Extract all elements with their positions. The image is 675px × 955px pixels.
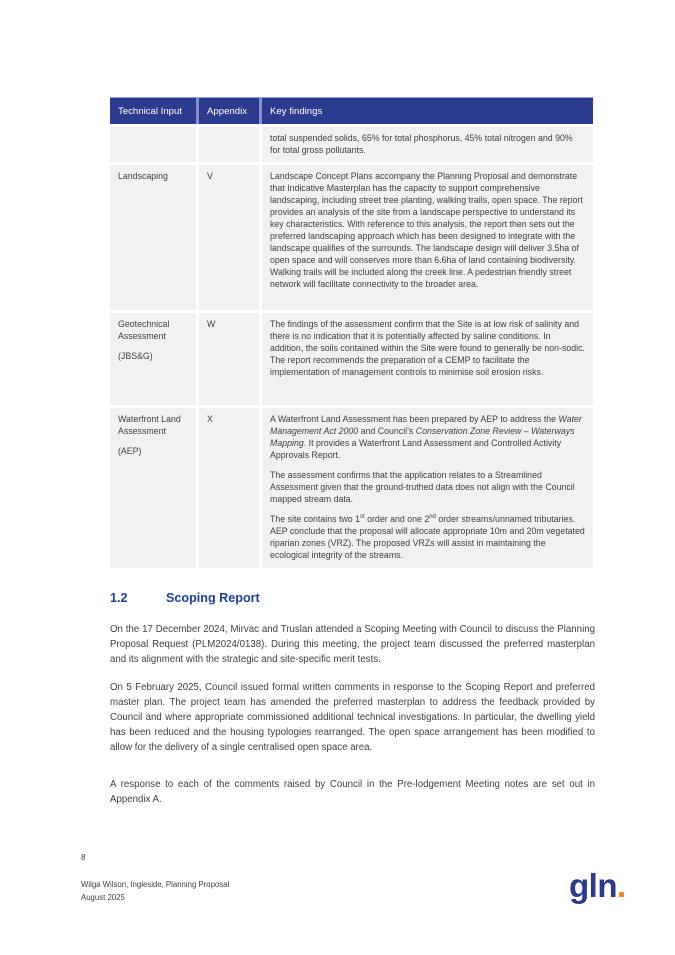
body-paragraph: On the 17 December 2024, Mirvac and Truslan attended a Scoping Meeting with Council to discuss the Planning Proposal Request (PLM2024/0138). During this meeting, the project team discussed the preferred masterplan and its alignment with the strategic and site-specific merit tests. (110, 624, 595, 665)
document-page-content (110, 97, 595, 807)
page-footer (81, 879, 229, 904)
appendix-cell (199, 127, 259, 162)
finding-text: The findings of the assessment confirm that the Site is at low risk of salinity and there is no indication that it is potentially affected by saline conditions. In addition, the soils contained within the Site were found to generally be non-sodic. The report recommends the preparation of a CEMP to facilitate the implementation of management controls to minimise soil erosion risks. (270, 319, 585, 377)
column-header-technical-input: Technical Input (110, 98, 196, 124)
key-findings-cell (262, 313, 593, 405)
body-paragraph: On 5 February 2025, Council issued formal written comments in response to the Scoping Report and preferred master plan. The project team has amended the preferred masterplan to address the feedback provided by Council and where appropriate commissioned additional technical investigations. In particular, the dwelling yield has been reduced and the housing typologies rearranged. The open space arrangement has been modified to allow for the delivery of a single centralised open space area. (110, 682, 595, 753)
technical-input-cell (110, 313, 196, 405)
finding-segment: . It provides a Waterfront Land Assessment and Controlled Activity Approvals Report. (270, 438, 562, 460)
finding-text: total suspended solids, 65% for total phosphorus, 45% total nitrogen and 90% for total gross pollutants. (270, 133, 573, 155)
column-header-appendix: Appendix (199, 98, 259, 124)
finding-segment: order streams/unnamed tributaries. AEP conclude that the proposal will allocate appropriate 10m and 20m vegetated riparian zones (VRZ). The proposed VRZs will assist in maintaining the ecological integrity of the streams. (270, 514, 585, 560)
technical-input-org: (AEP) (118, 446, 142, 456)
technical-input-cell (110, 127, 196, 162)
technical-input-cell (110, 165, 196, 310)
footer-date: August 2025 (81, 892, 125, 902)
finding-text: The assessment confirms that the application relates to a Streamlined Assessment given that the ground-truthed data does not align with the Council mapped stream data. (270, 470, 575, 504)
table-row-geotechnical (110, 313, 593, 405)
finding-text: Landscape Concept Plans accompany the Planning Proposal and demonstrate that Indicative Masterplan has the capacity to support comprehensive landscaping, including street tree planting, walking trails, open space. The report provides an analysis of the site from a landscape perspective to understand its key characteristics. With reference to this analysis, the report then sets out the preferred landscaping approach which has been designed to integrate with the landscape qualifies of the surrounds. The landscape design will deliver 3.5ha of open space and will conserves more than 6.6ha of land containing biodiversity. Walking trails will be included along the creek line. A pedestrian friendly street network will facilitate connectivity to the broader area. (270, 171, 583, 289)
technical-input-cell (110, 408, 196, 568)
table-header-row (110, 97, 593, 124)
footer-doc-title: Wilga Wilson, Ingleside, Planning Proposal (81, 880, 230, 889)
body-paragraph: A response to each of the comments raised by Council in the Pre-lodgement Meeting notes are set out in Appendix A. (110, 779, 595, 805)
cited-document-title: Water Management Act 2000 (270, 414, 582, 436)
gln-logo (569, 863, 626, 909)
finding-text (270, 413, 585, 461)
technical-input-org: (JBS&G) (118, 351, 153, 361)
ordinal-superscript: st (359, 514, 365, 521)
appendix-cell: X (199, 408, 259, 568)
section-title: Scoping Report (166, 591, 260, 605)
technical-input-label: Landscaping (118, 171, 168, 181)
cited-document-title: Conservation Zone Review – Waterways Mapping (270, 426, 575, 448)
technical-input-label: Geotechnical Assessment (118, 319, 170, 341)
section-heading (110, 590, 595, 606)
column-header-key-findings: Key findings (262, 98, 593, 124)
key-findings-cell (262, 165, 593, 310)
table-row-waterfront (110, 408, 593, 568)
table-row-landscaping (110, 165, 593, 310)
finding-segment: order and one 2 (364, 514, 430, 524)
appendix-cell: W (199, 313, 259, 405)
logo-dot: . (616, 867, 626, 904)
technical-findings-table (110, 97, 593, 568)
key-findings-cell (262, 127, 593, 162)
finding-segment: A Waterfront Land Assessment has been prepared by AEP to address the (270, 414, 559, 424)
section-number: 1.2 (110, 591, 128, 605)
finding-segment: and Council’s (358, 426, 416, 436)
finding-text (270, 513, 585, 561)
technical-input-label: Waterfront Land Assessment (118, 414, 181, 436)
finding-segment: The site contains two 1 (270, 514, 360, 524)
ordinal-superscript: nd (429, 514, 436, 521)
logo-text: gln (569, 867, 617, 904)
key-findings-cell (262, 408, 593, 568)
page-number: 8 (81, 853, 86, 862)
table-row-continuation (110, 127, 593, 162)
appendix-cell: V (199, 165, 259, 310)
